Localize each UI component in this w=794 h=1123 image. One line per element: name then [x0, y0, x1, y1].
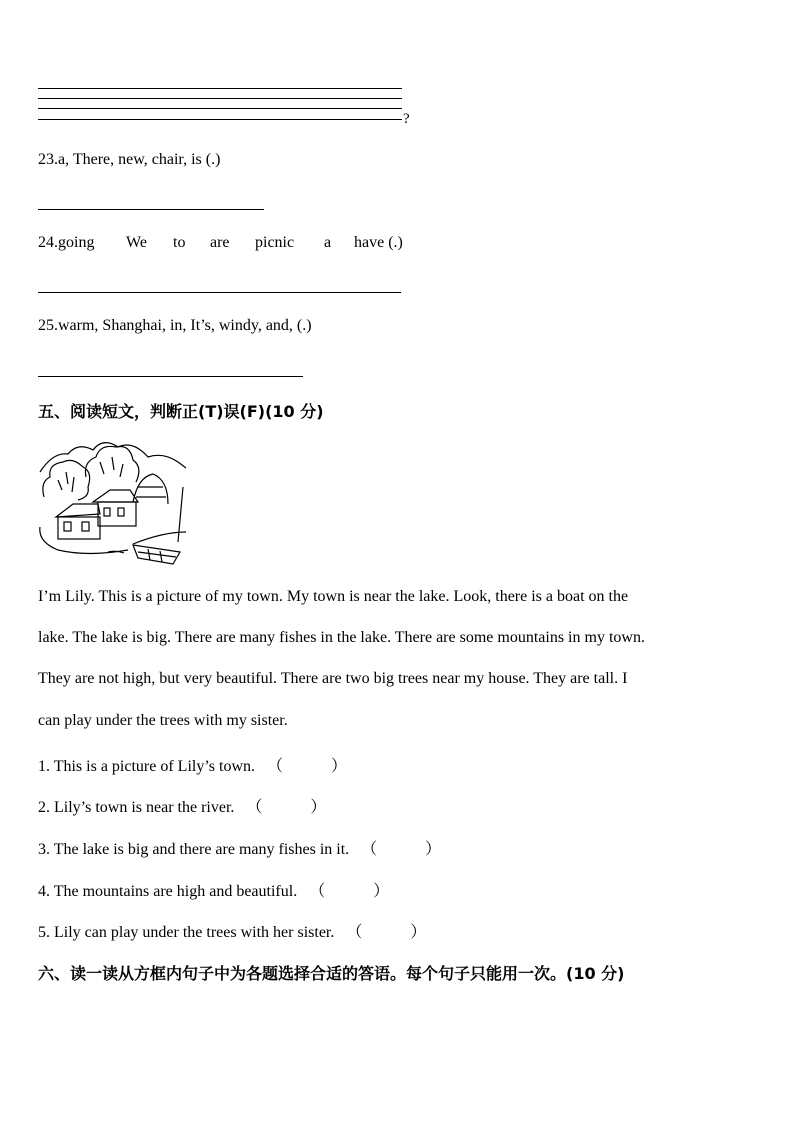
passage-line: They are not high, but very beautiful. There are two big trees near my house. They are tall. I [38, 670, 628, 687]
question-25: 25.warm, Shanghai, in, It’s, windy, and, (.) [38, 317, 312, 334]
writing-line [38, 108, 402, 109]
question-mark: ? [403, 111, 410, 127]
answer-paren-5[interactable]: （ ） [346, 924, 427, 941]
answer-line-24[interactable] [38, 292, 401, 293]
question-23: 23.a, There, new, chair, is (.) [38, 151, 221, 168]
statement-2: 2. Lily’s town is near the river. （ ） [38, 794, 326, 817]
statement-1: 1. This is a picture of Lily’s town. （ ） [38, 753, 347, 776]
section-6-title: 六、读一读从方框内句子中为各题选择合适的答语。每个句子只能用一次。(10 分) [38, 964, 625, 983]
answer-line-25[interactable] [38, 376, 303, 377]
answer-paren-1[interactable]: （ ） [267, 758, 348, 775]
answer-paren-3[interactable]: （ ） [361, 841, 442, 858]
writing-line [38, 98, 402, 99]
statement-4: 4. The mountains are high and beautiful. （ ） [38, 878, 389, 901]
statement-5: 5. Lily can play under the trees with her sister. （ ） [38, 919, 426, 942]
writing-line [38, 88, 402, 89]
lake-town-illustration-icon [38, 432, 190, 567]
answer-line-23[interactable] [38, 209, 264, 210]
passage-line: I’m Lily. This is a picture of my town. My town is near the lake. Look, there is a boat on the [38, 588, 629, 605]
section-5-title: 五、阅读短文，判断正(T)误(F)(10 分) [38, 402, 324, 421]
passage-line: can play under the trees with my sister. [38, 712, 288, 729]
writing-line [38, 119, 402, 120]
answer-paren-2[interactable]: （ ） [246, 799, 327, 816]
answer-paren-4[interactable]: （ ） [309, 883, 390, 900]
passage-line: lake. The lake is big. There are many fishes in the lake. There are some mountains in my town. [38, 629, 645, 646]
statement-3: 3. The lake is big and there are many fishes in it. （ ） [38, 836, 441, 859]
